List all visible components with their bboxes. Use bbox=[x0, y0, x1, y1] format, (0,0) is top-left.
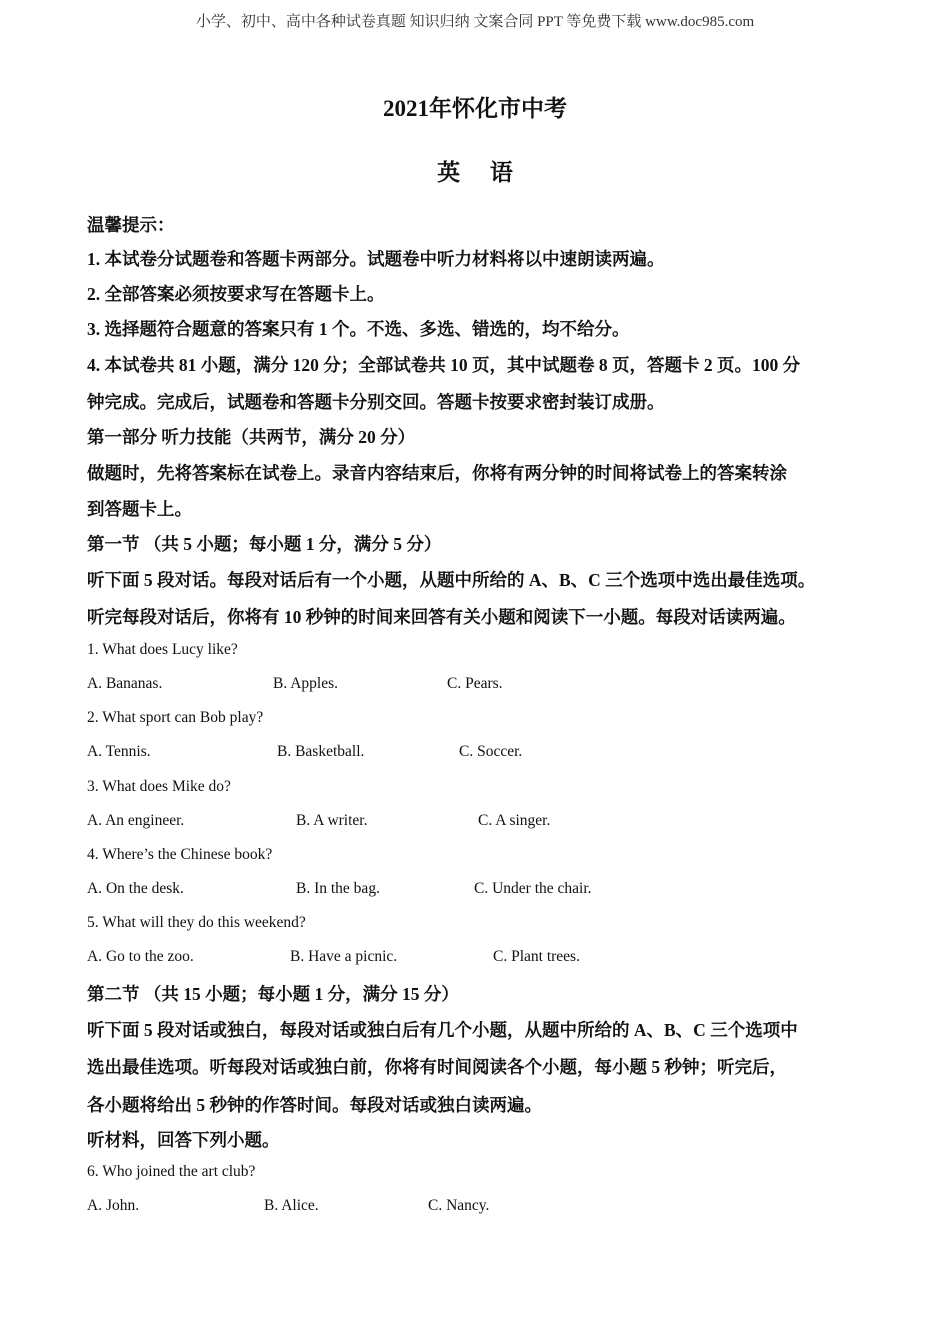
part1-instruction: 到答题卡上。 bbox=[87, 499, 192, 519]
part1-heading: 第一部分 听力技能（共两节，满分 20 分） bbox=[87, 427, 416, 447]
option-b: B. Apples. bbox=[273, 675, 339, 692]
material-prompt: 听材料，回答下列小题。 bbox=[87, 1130, 280, 1150]
option-c: C. Plant trees. bbox=[493, 948, 580, 965]
option-b: B. Have a picnic. bbox=[290, 948, 398, 965]
option-b: B. Basketball. bbox=[277, 743, 365, 760]
exam-subject: 英 语 bbox=[437, 160, 525, 185]
section1-instruction: 听完每段对话后，你将有 10 秒钟的时间来回答有关小题和阅读下一小题。每段对话读两遍。 bbox=[87, 607, 796, 627]
option-b: B. In the bag. bbox=[296, 880, 380, 897]
section2-instruction: 听下面 5 段对话或独白，每段对话或独白后有几个小题，从题中所给的 A、B、C 三个选项中 bbox=[87, 1020, 798, 1040]
page-header: 小学、初中、高中各种试卷真题 知识归纳 文案合同 PPT 等免费下载 www.doc985.com bbox=[195, 14, 755, 30]
section1-heading: 第一节 （共 5 小题；每小题 1 分，满分 5 分） bbox=[87, 534, 442, 554]
tips-heading: 温馨提示： bbox=[87, 215, 175, 235]
section2-instruction: 各小题将给出 5 秒钟的作答时间。每段对话或独白读两遍。 bbox=[87, 1095, 542, 1115]
option-c: C. Nancy. bbox=[428, 1197, 490, 1214]
tip-item: 1. 本试卷分试题卷和答题卡两部分。试题卷中听力材料将以中速朗读两遍。 bbox=[87, 249, 665, 269]
tip-item: 3. 选择题符合题意的答案只有 1 个。不选、多选、错选的，均不给分。 bbox=[87, 319, 630, 339]
tip-item: 2. 全部答案必须按要求写在答题卡上。 bbox=[87, 284, 385, 304]
option-a: A. Go to the zoo. bbox=[87, 948, 194, 965]
option-a: A. An engineer. bbox=[87, 812, 185, 829]
question-text: 1. What does Lucy like? bbox=[87, 641, 238, 658]
tip-item: 钟完成。完成后，试题卷和答题卡分别交回。答题卡按要求密封装订成册。 bbox=[87, 392, 665, 412]
option-a: A. On the desk. bbox=[87, 880, 184, 897]
option-c: C. A singer. bbox=[478, 812, 551, 829]
option-c: C. Under the chair. bbox=[474, 880, 592, 897]
option-b: B. Alice. bbox=[264, 1197, 319, 1214]
question-text: 3. What does Mike do? bbox=[87, 778, 231, 795]
question-text: 6. Who joined the art club? bbox=[87, 1163, 256, 1180]
question-text: 2. What sport can Bob play? bbox=[87, 709, 264, 726]
question-text: 4. Where’s the Chinese book? bbox=[87, 846, 273, 863]
section1-instruction: 听下面 5 段对话。每段对话后有一个小题，从题中所给的 A、B、C 三个选项中选出最佳选项。 bbox=[87, 570, 816, 590]
option-c: C. Pears. bbox=[447, 675, 503, 692]
option-b: B. A writer. bbox=[296, 812, 368, 829]
question-text: 5. What will they do this weekend? bbox=[87, 914, 306, 931]
option-c: C. Soccer. bbox=[459, 743, 523, 760]
part1-instruction: 做题时，先将答案标在试卷上。录音内容结束后，你将有两分钟的时间将试卷上的答案转涂 bbox=[87, 463, 787, 483]
tip-item: 4. 本试卷共 81 小题，满分 120 分；全部试卷共 10 页，其中试题卷 8 页，答题卡 2 页。100 分 bbox=[87, 355, 801, 375]
option-a: A. John. bbox=[87, 1197, 140, 1214]
exam-title: 2021年怀化市中考 bbox=[383, 96, 567, 121]
section2-instruction: 选出最佳选项。听每段对话或独白前，你将有时间阅读各个小题，每小题 5 秒钟；听完后， bbox=[87, 1057, 787, 1077]
option-a: A. Bananas. bbox=[87, 675, 163, 692]
section2-heading: 第二节 （共 15 小题；每小题 1 分，满分 15 分） bbox=[87, 984, 459, 1004]
option-a: A. Tennis. bbox=[87, 743, 151, 760]
